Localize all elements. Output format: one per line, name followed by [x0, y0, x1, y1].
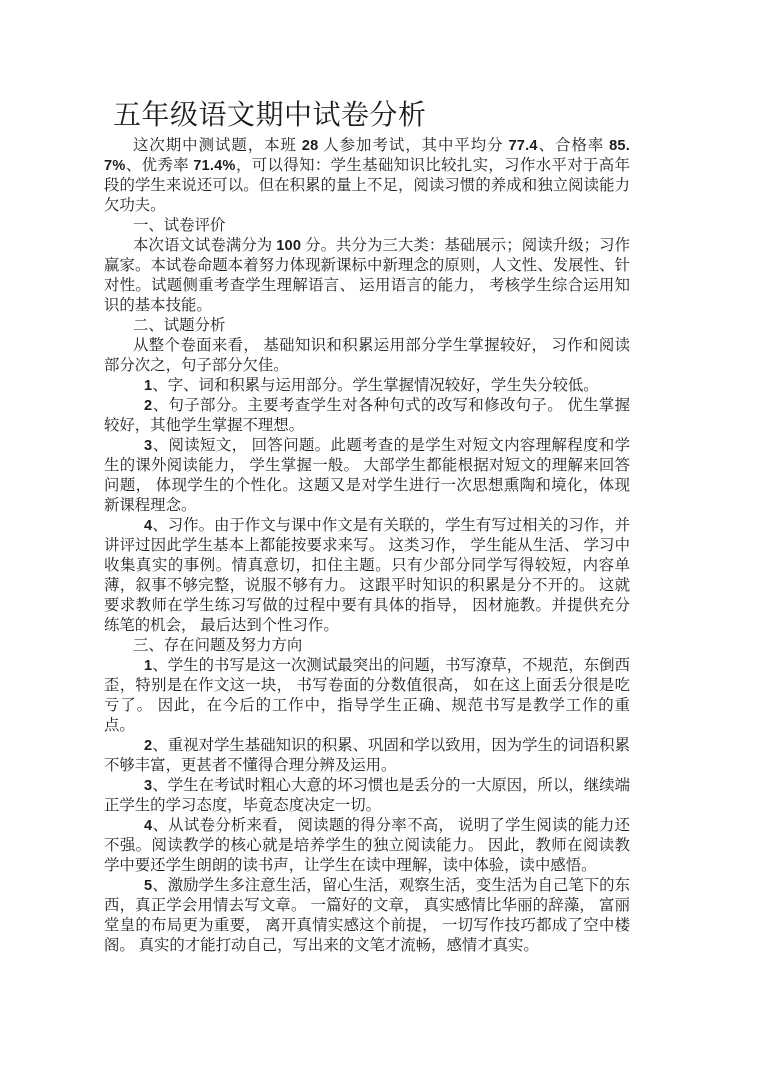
numbered-item-paragraph: 1、字、词和积累与运用部分。学生掌握情况较好，学生失分较低。: [144, 377, 599, 394]
number-text: 100: [276, 238, 302, 254]
numbered-item-paragraph: 3、学生在考试时粗心大意的坏习惯也是丢分的一大原因，所以，继续端正学生的学习态度，毕竟态度决定一切。: [104, 777, 630, 814]
section-heading-3: 三、存在问题及努力方向: [133, 637, 303, 654]
number-text: 3: [144, 438, 153, 454]
number-text: 2: [144, 398, 153, 414]
number-text: 1: [144, 658, 153, 674]
number-text: 4: [144, 518, 153, 534]
numbered-item-paragraph: 4、习作。由于作文与课中作文是有关联的，学生有写过相关的习作，并讲评过因此学生基本上都能按要求来写。 这类习作， 学生能从生活、 学习中收集真实的事例。情真意切，扣住主题。只有少部分同学写得较短，内容单薄，叙事不够完整，说服不够有力。 这跟平时知识的积累是分不开的。 这就要求教师在学生练习写做的过程中要有具体的指导， 因材施教。并提供充分练笔的机会， 最后达到个性习作。: [104, 517, 630, 634]
number-text: 1: [144, 378, 153, 394]
number-text: 3: [144, 778, 153, 794]
intro-paragraph: 这次期中测试题，本班 28 人参加考试，其中平均分 77.4、合格率 85.7%、优秀率 71.4%，可以得知：学生基础知识比较扎实，习作水平对于高年段的学生来说还可以。但在积累的量上不足，阅读习惯的养成和独立阅读能力欠功夫。: [104, 137, 630, 214]
paragraph: 从整个卷面来看， 基础知识和积累运用部分学生掌握较好， 习作和阅读部分次之，句子部分欠佳。: [104, 337, 630, 374]
numbered-item-paragraph: 4、从试卷分析来看， 阅读题的得分率不高， 说明了学生阅读的能力还不强。阅读教学的核心就是培养学生的独立阅读能力。 因此，教师在阅读教学中要还学生朗朗的读书声，让学生在读中理解，读中体验，读中感悟。: [104, 817, 630, 874]
number-text: 85.7%: [104, 138, 630, 174]
paragraph: 本次语文试卷满分为 100 分。共分为三大类：基础展示；阅读升级；习作赢家。本试卷命题本着努力体现新课标中新理念的原则，人文性、发展性、针对性。试题侧重考查学生理解语言、 运用语言的能力， 考核学生综合运用知识的基本技能。: [104, 237, 630, 314]
numbered-item-paragraph: 3、阅读短文， 回答问题。此题考查的是学生对短文内容理解程度和学生的课外阅读能力， 学生掌握一般。 大部学生都能根据对短文的理解来回答问题， 体现学生的个性化。这题又是对学生进行一次思想熏陶和境化，体现新课程理念。: [104, 437, 630, 514]
number-text: 77.4: [508, 138, 538, 154]
document-body: [104, 136, 630, 956]
number-text: 2: [144, 738, 153, 754]
number-text: 4: [144, 818, 153, 834]
section-heading-2: 二、试题分析: [133, 317, 226, 334]
numbered-item-paragraph: 1、学生的书写是这一次测试最突出的问题，书写潦草，不规范，东倒西歪，特别是在作文这一块， 书写卷面的分数值很高， 如在这上面丢分很是吃亏了。 因此，在今后的工作中，指导学生正确、规范书写是教学工作的重点。: [104, 657, 630, 734]
number-text: 71.4%: [193, 158, 236, 174]
numbered-item-paragraph: 2、重视对学生基础知识的积累、巩固和学以致用，因为学生的词语积累不够丰富，更甚者不懂得合理分辨及运用。: [104, 737, 630, 774]
number-text: 28: [301, 138, 319, 154]
section-heading-1: 一、试卷评价: [133, 217, 226, 234]
document-title: 五年级语文期中试卷分析: [113, 100, 427, 131]
numbered-item-paragraph: 5、激励学生多注意生活，留心生活，观察生活，变生活为自己笔下的东西，真正学会用情去写文章。 一篇好的文章， 真实感情比华丽的辞藻， 富丽堂皇的布局更为重要， 离开真情实感这个前提， 一切写作技巧都成了空中楼阁。 真实的才能打动自己，写出来的文笔才流畅，感情才真实。: [104, 877, 630, 954]
numbered-item-paragraph: 2、句子部分。主要考查学生对各种句式的改写和修改句子。 优生掌握较好，其他学生掌握不理想。: [104, 397, 630, 434]
number-text: 5: [144, 878, 153, 894]
